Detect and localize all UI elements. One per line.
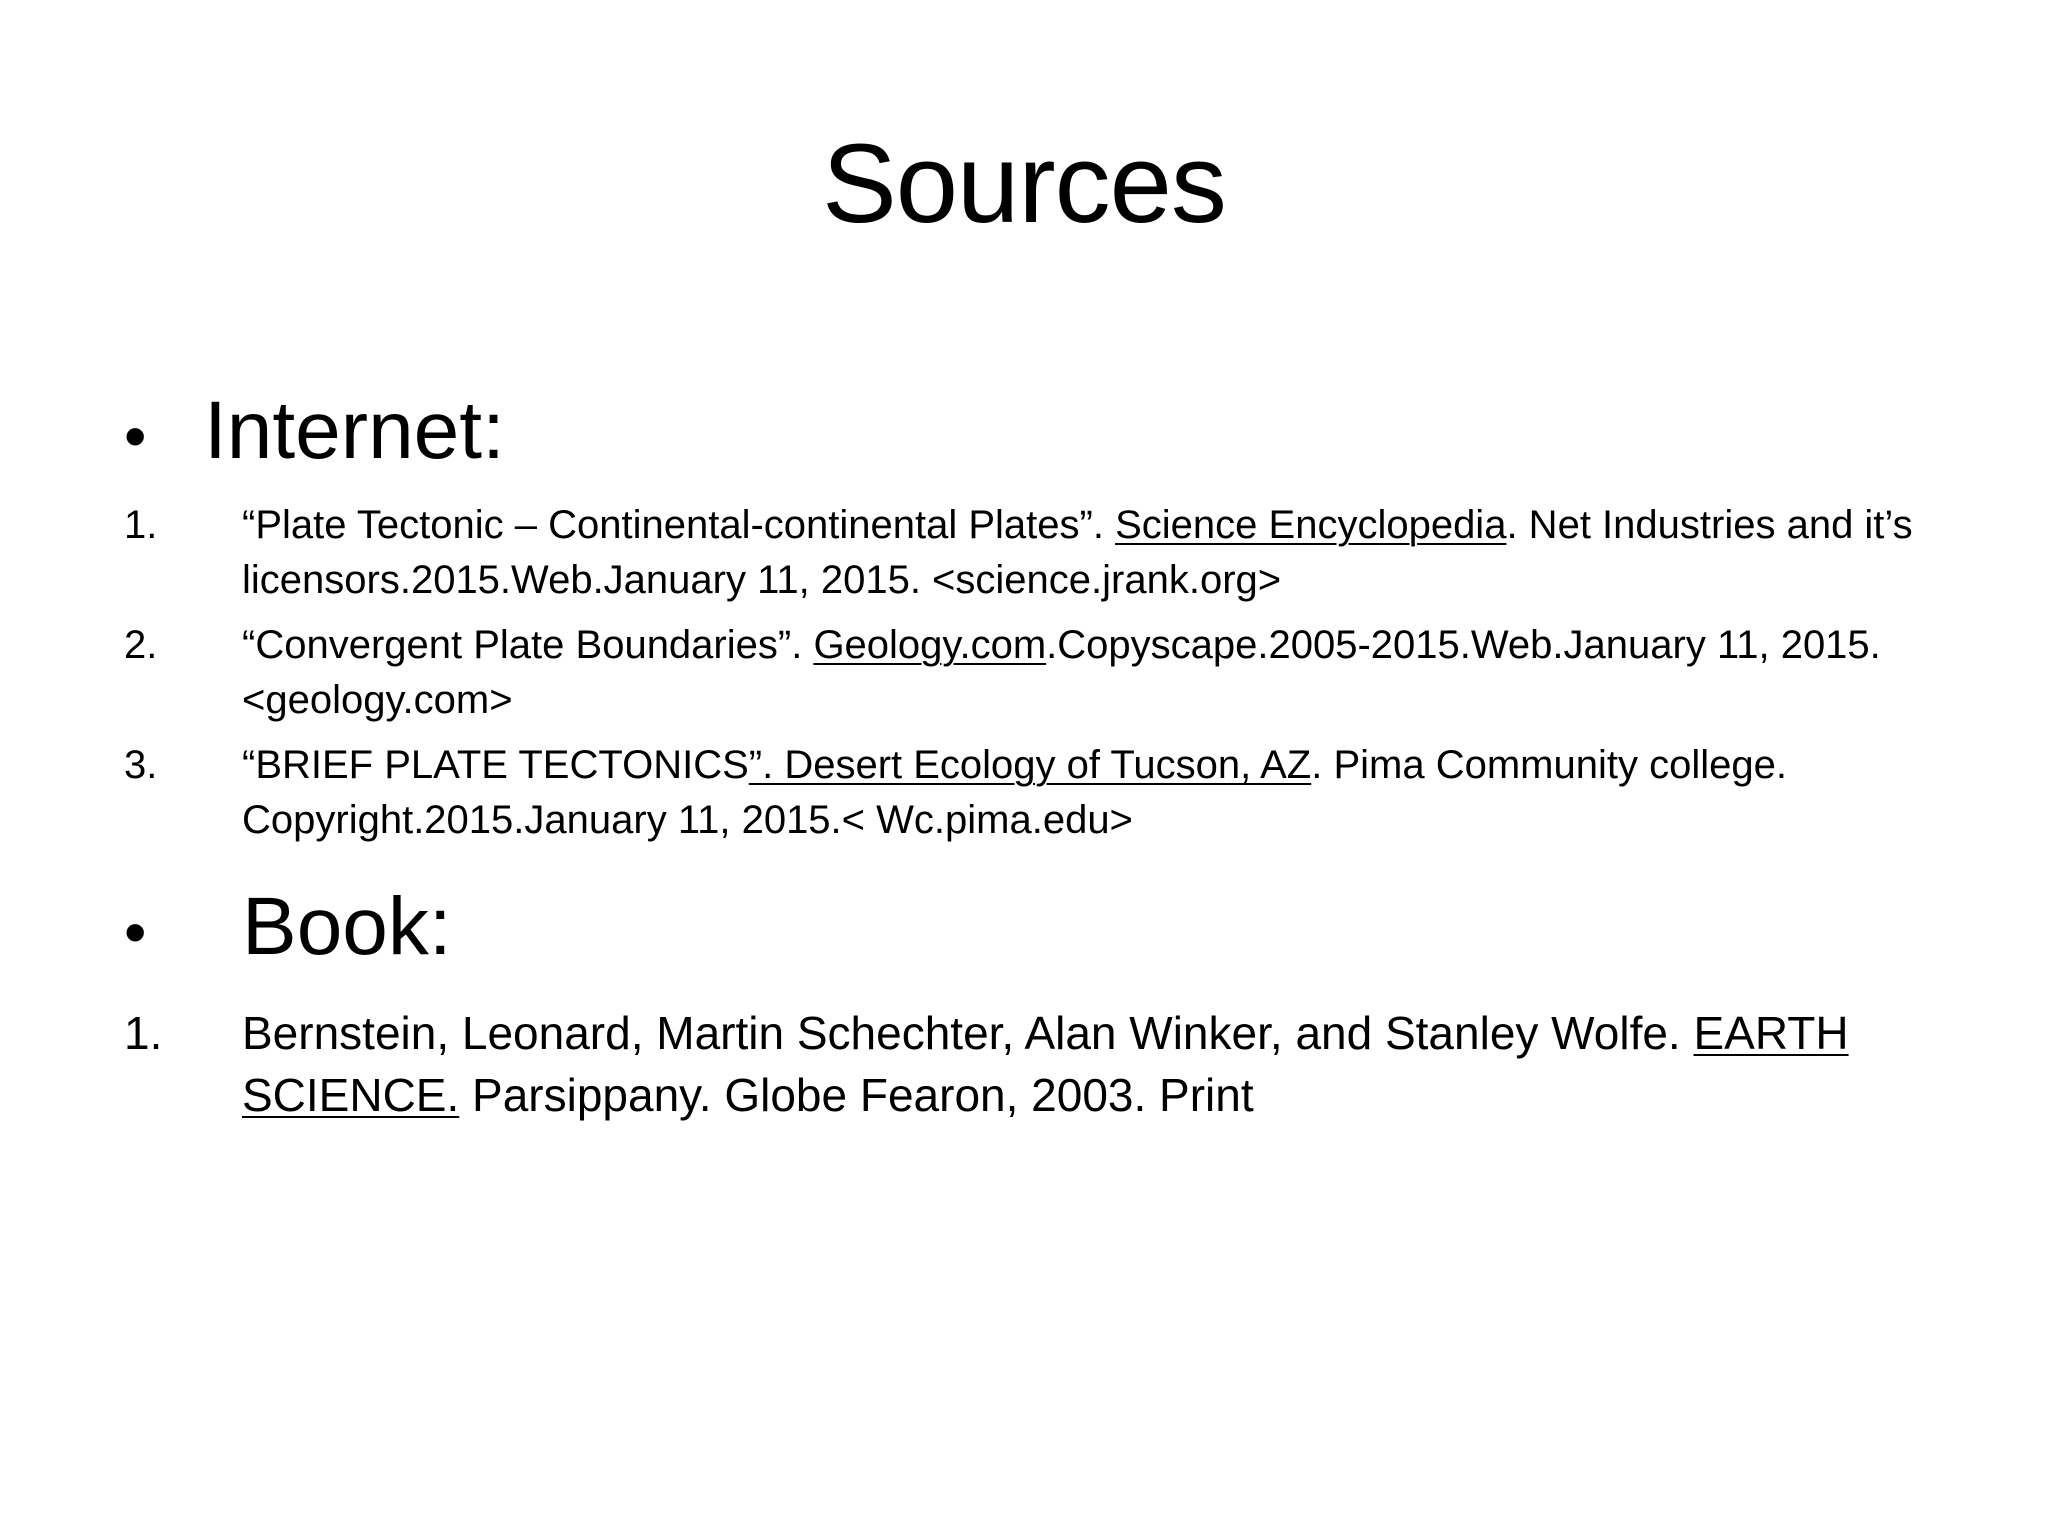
- internet-heading-row: [124, 385, 1944, 476]
- source-number: 1.: [124, 1007, 163, 1059]
- internet-heading: Internet:: [204, 385, 505, 476]
- citation-link[interactable]: ”. Desert Ecology of Tucson, AZ: [748, 743, 1312, 787]
- citation-text: . Net Industries and it’s licensors.2015.Web.January 11, 2015. <science.jrank.org>: [242, 503, 1913, 602]
- source-citation: [242, 618, 1944, 728]
- book-title: EARTH SCIENCE.: [242, 1007, 1849, 1121]
- source-citation: [242, 1002, 1944, 1126]
- citation-text: “Convergent Plate Boundaries”.: [242, 623, 814, 667]
- source-number: 1.: [124, 503, 158, 547]
- source-item: [124, 1002, 1944, 1126]
- citation-text: “BRIEF PLATE TECTONICS: [242, 743, 749, 787]
- citation-text: “Plate Tectonic – Continental-continental Plates”.: [242, 503, 1116, 547]
- internet-source-list: [124, 498, 1944, 848]
- slide-title: Sources: [822, 121, 1226, 246]
- source-citation: [242, 738, 1944, 848]
- source-item: [124, 738, 1944, 848]
- bullet-icon: •: [124, 896, 147, 968]
- book-section: [124, 881, 1944, 1126]
- source-number: 2.: [124, 623, 158, 667]
- citation-text: . Pima Community college. Copyright.2015.January 11, 2015.< Wc.pima.edu>: [242, 743, 1787, 842]
- citation-text: Parsippany. Globe Fearon, 2003. Print: [459, 1069, 1254, 1121]
- source-item: [124, 498, 1944, 608]
- citation-link[interactable]: Science Encyclopedia: [1115, 503, 1507, 547]
- book-heading-row: [124, 881, 1944, 972]
- citation-text: Bernstein, Leonard, Martin Schechter, Alan Winker, and Stanley Wolfe.: [242, 1007, 1694, 1059]
- source-item: [124, 618, 1944, 728]
- citation-link[interactable]: Geology.com: [813, 623, 1047, 667]
- book-source-list: [124, 1002, 1944, 1126]
- book-heading: Book:: [242, 881, 452, 972]
- source-number: 3.: [124, 743, 158, 787]
- bullet-icon: •: [124, 400, 147, 472]
- source-citation: [242, 498, 1944, 608]
- citation-text: .Copyscape.2005-2015.Web.January 11, 2015. <geology.com>: [242, 623, 1881, 722]
- internet-section: [124, 385, 1944, 858]
